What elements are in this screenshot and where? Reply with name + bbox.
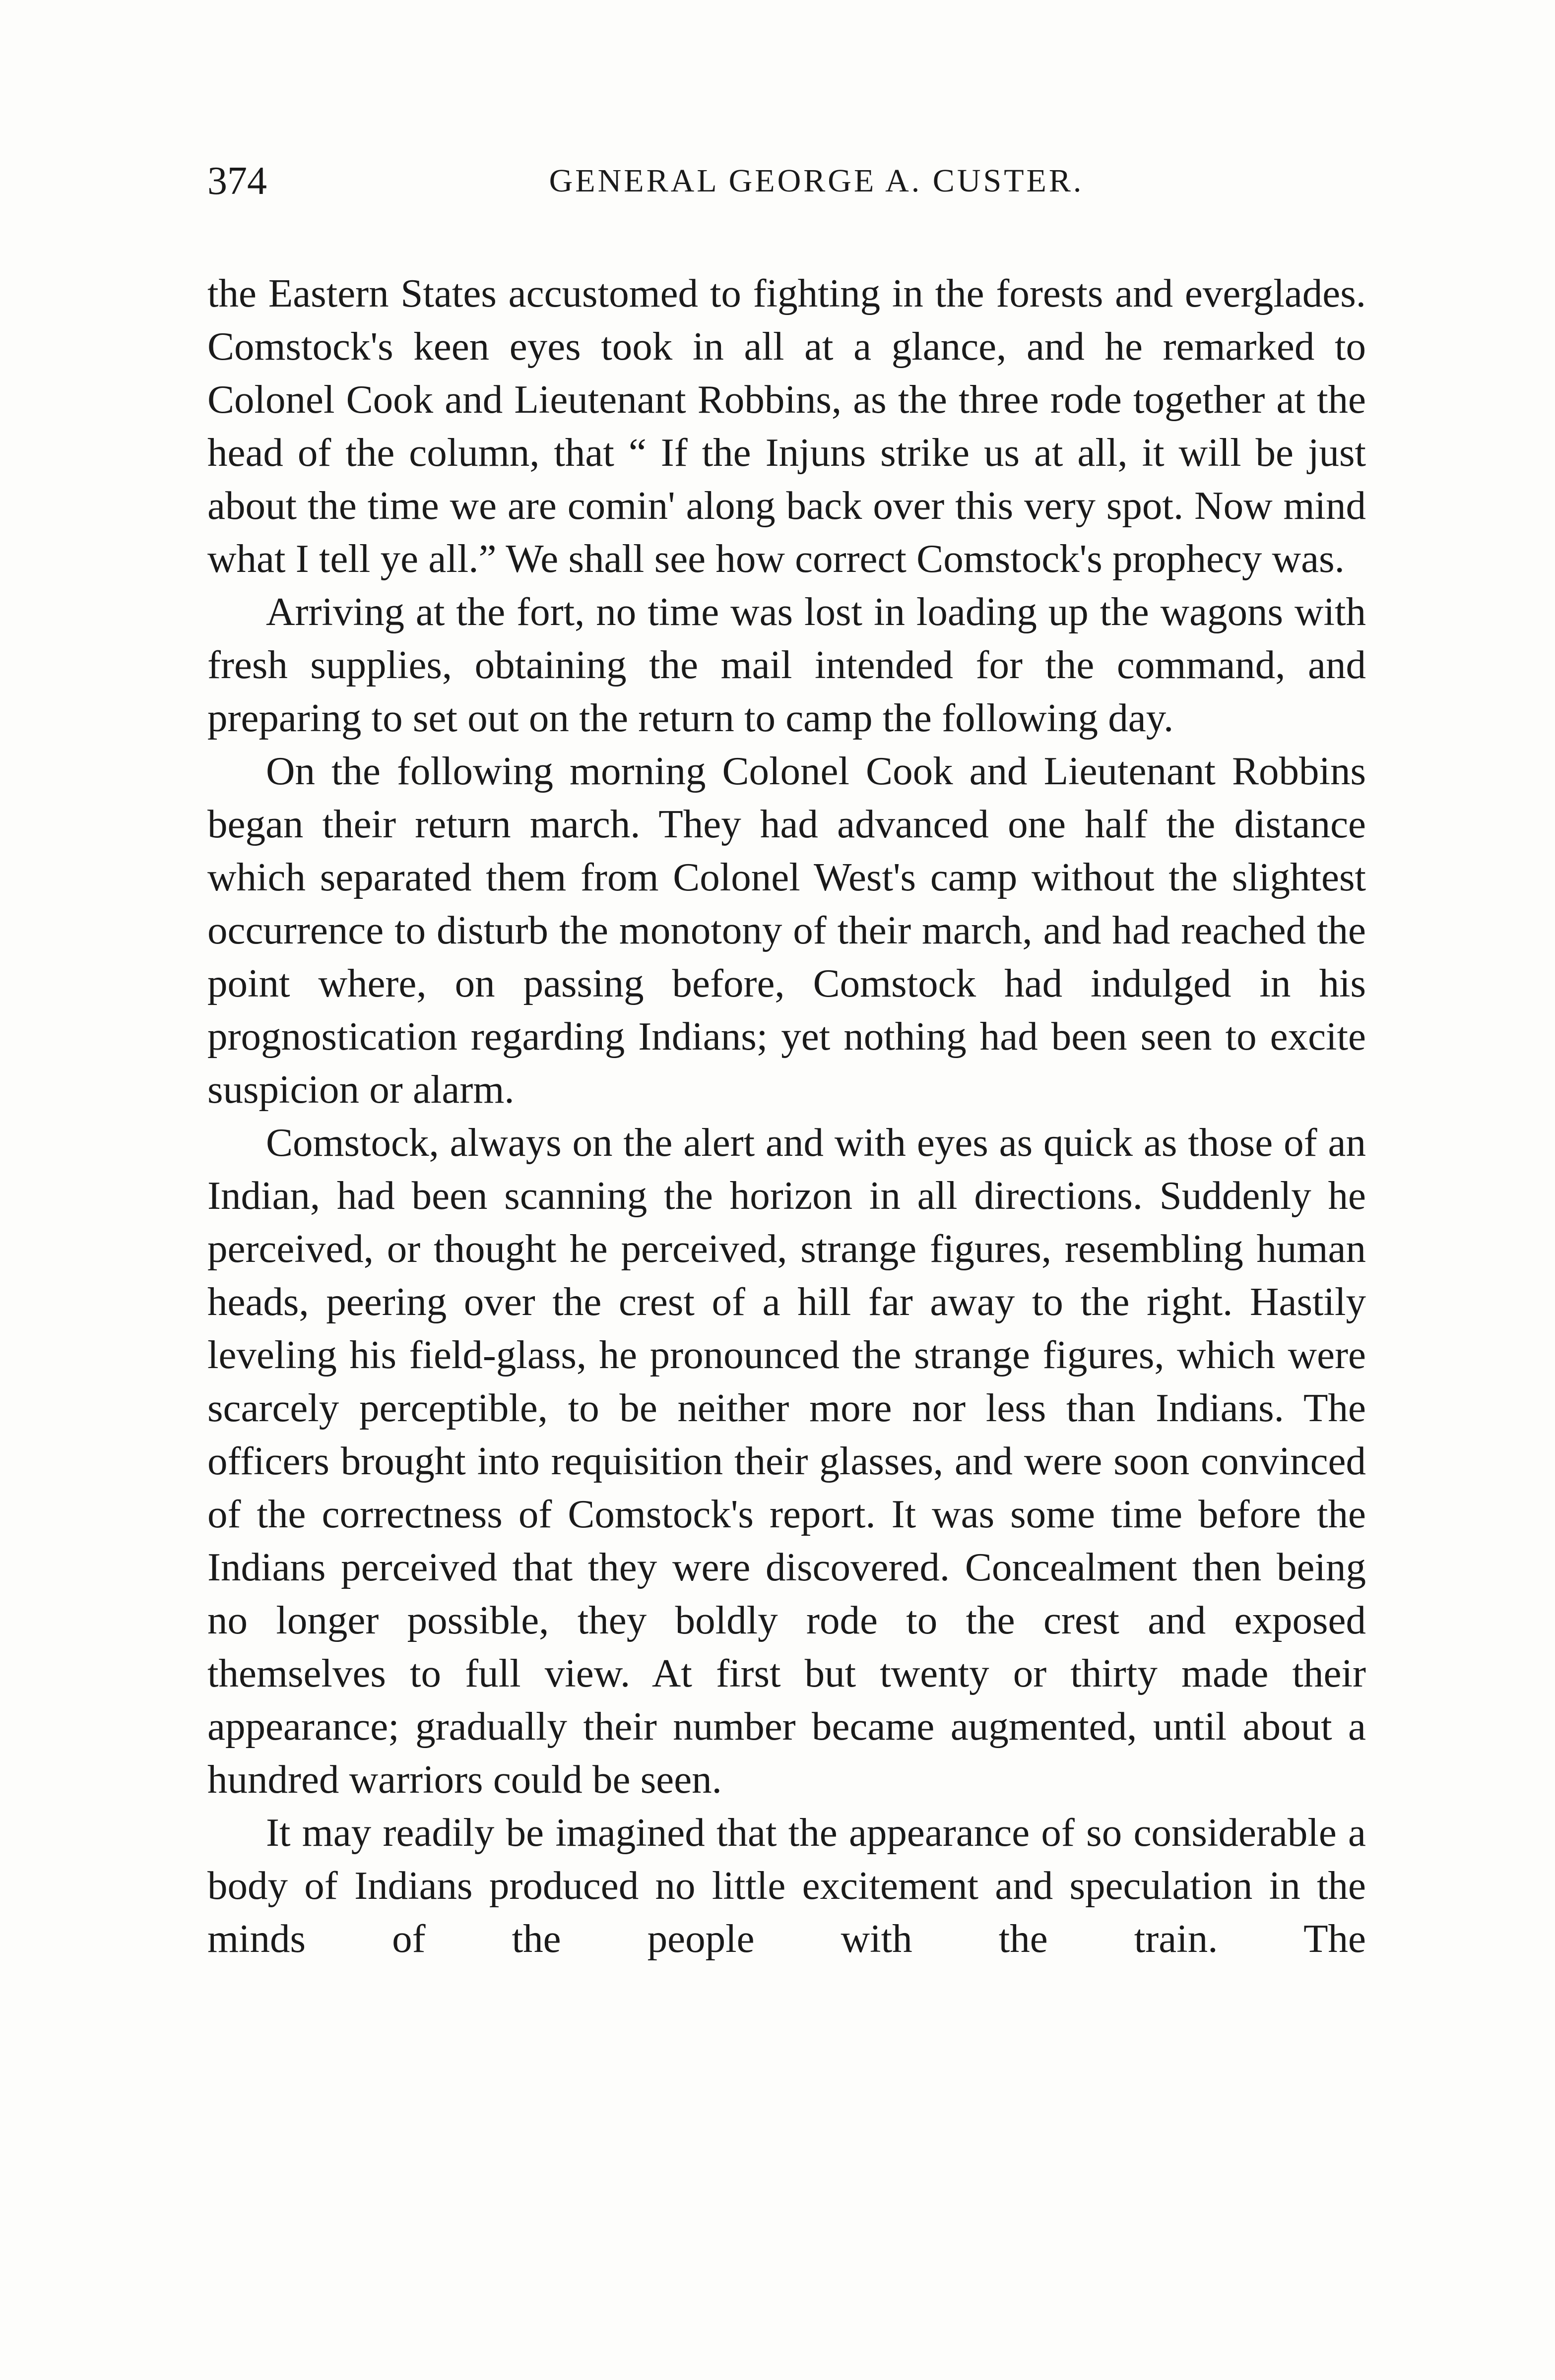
paragraph: It may readily be imagined that the appearance of so considerable a body of Indians produced no little excitement and speculation in the minds of the people with the train. The — [207, 1810, 1366, 1961]
page-number: 374 — [207, 159, 267, 203]
paragraph: Arriving at the fort, no time was lost in loading up the wagons with fresh supplies, obtaining the mail intended for the command, and preparing to set out on the return to camp the following day. — [207, 589, 1366, 740]
paragraph: On the following morning Colonel Cook and Lieutenant Robbins began their return march. They had advanced one half the distance which separated them from Colonel West's camp without the slightest occurrence to disturb the monotony of their march, and had reached the point where, on passing before, Comstock had indulged in his prognostication regarding Indians; yet nothing had been seen to excite suspicion or alarm. — [207, 749, 1366, 1112]
body-text — [207, 267, 1366, 1965]
page-header — [207, 149, 1366, 213]
paragraph: the Eastern States accustomed to fighting in the forests and everglades. Comstock's keen eyes took in all at a glance, and he remarked to Colonel Cook and Lieutenant Robbins, as the three rode together at the head of the column, that “ If the Injuns strike us at all, it will be just about the time we are comin' along back over this very spot. Now mind what I tell ye all.” We shall see how correct Comstock's prophecy was. — [207, 271, 1366, 581]
paragraph: Comstock, always on the alert and with eyes as quick as those of an Indian, had been scanning the horizon in all directions. Suddenly he perceived, or thought he perceived, strange figures, resembling human heads, peering over the crest of a hill far away to the right. Hastily leveling his field-glass, he pronounced the strange figures, which were scarcely perceptible, to be neither more nor less than Indians. The officers brought into requisition their glasses, and were soon convinced of the correctness of Comstock's report. It was some time before the Indians perceived that they were discovered. Concealment then being no longer possible, they boldly rode to the crest and exposed themselves to full view. At first but twenty or thirty made their appearance; gradually their number became augmented, until about a hundred warriors could be seen. — [207, 1120, 1366, 1802]
running-title: GENERAL GEORGE A. CUSTER. — [549, 163, 1084, 199]
